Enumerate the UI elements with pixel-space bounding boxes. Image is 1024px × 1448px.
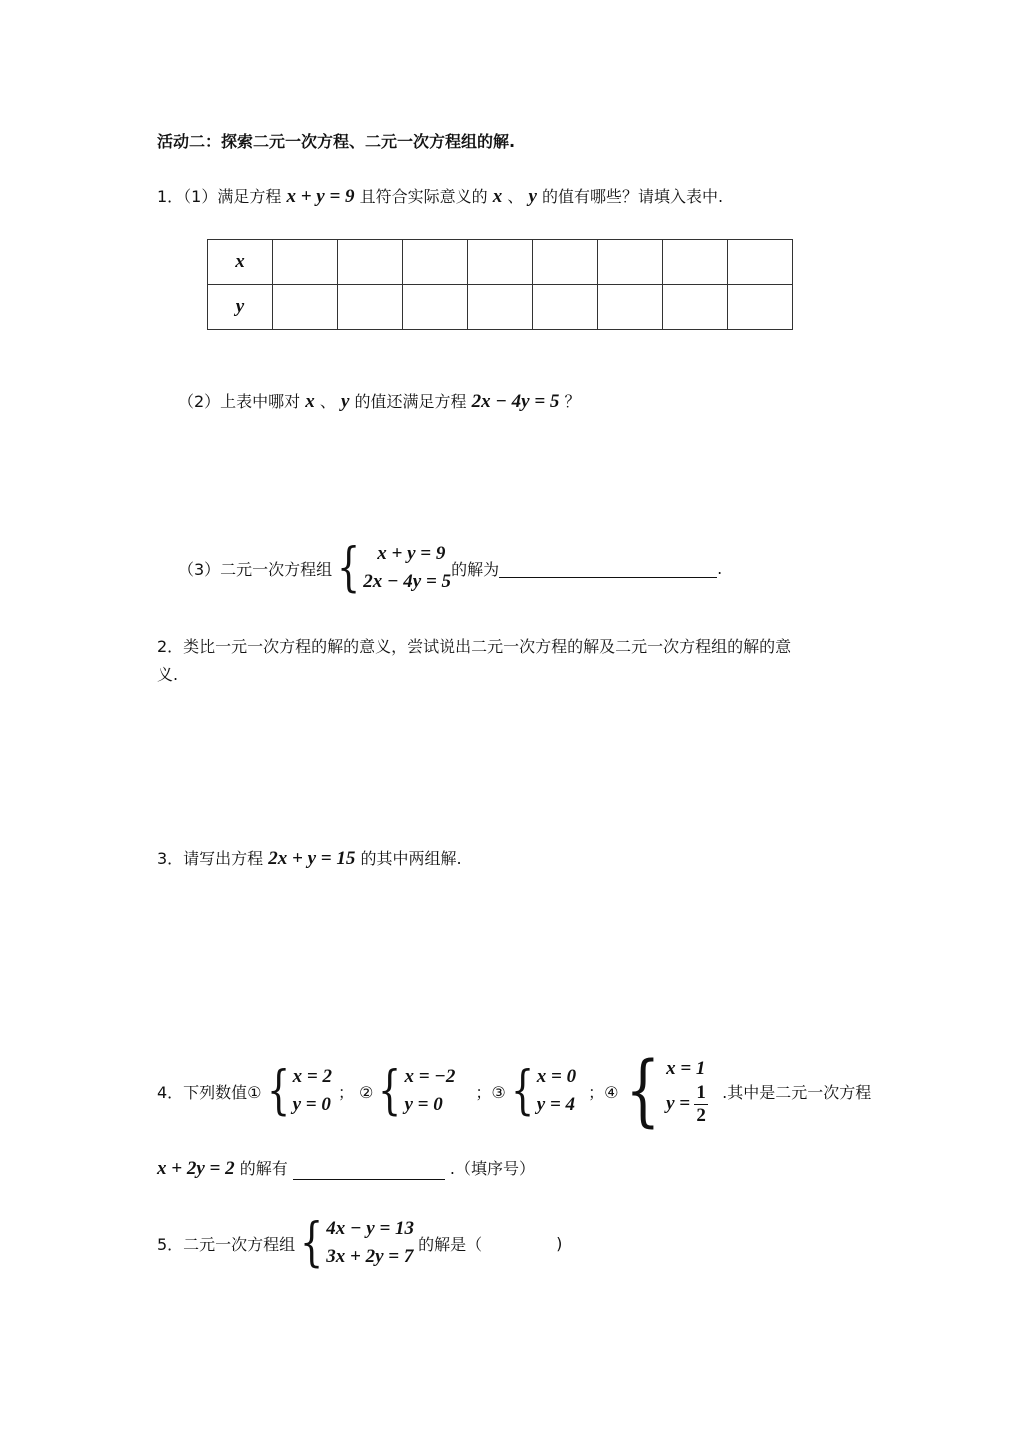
q4-sep-2: ；③ (475, 1082, 506, 1102)
left-brace: { (337, 538, 361, 598)
table-cell[interactable] (468, 240, 533, 285)
q4-equation: x + 2y = 2 (157, 1158, 235, 1179)
table-cell[interactable] (403, 240, 468, 285)
q4-line2 (157, 1156, 535, 1180)
q4-prefix: 4．下列数值① (157, 1082, 262, 1102)
q1-part3-mid: 的解为 (451, 559, 500, 579)
q1-part1-x: x (492, 186, 503, 207)
q5-prefix: 5．二元一次方程组 (157, 1234, 296, 1254)
table-cell[interactable] (403, 285, 468, 330)
q4-sep-3: ；④ (588, 1082, 619, 1102)
q3-prefix: 3．请写出方程 (157, 849, 264, 868)
q1-part2-x: x (305, 391, 315, 412)
left-brace: { (266, 1061, 290, 1121)
q1-part1-sep: 、 (507, 187, 524, 206)
q5 (157, 1215, 562, 1271)
equation-system (295, 1215, 414, 1271)
table-row-x (208, 240, 793, 285)
q1-part1-prefix: 1．（1）满足方程 (157, 187, 282, 206)
table-cell[interactable] (533, 285, 598, 330)
q4-line1 (157, 1048, 871, 1134)
q1-part1-mid: 且符合实际意义的 (359, 187, 488, 206)
q4-line2-end: .（填序号） (449, 1159, 535, 1178)
left-brace: { (300, 1213, 324, 1273)
option-4: { x = 1 y = $\frac{1}{2}$ (618, 1052, 708, 1130)
table-cell[interactable] (728, 285, 793, 330)
option-2: { x = −2 y = 0 (378, 1061, 456, 1121)
table-cell[interactable] (273, 240, 338, 285)
equation-system (332, 540, 451, 596)
answer-blank[interactable] (499, 559, 717, 578)
q1-part2-suffix: ？ (564, 392, 581, 411)
q1-part2-sep: 、 (319, 392, 336, 411)
table-cell[interactable] (533, 240, 598, 285)
q1-part1 (157, 184, 723, 208)
system-eq-1: x + y = 9 (377, 543, 446, 564)
q3-suffix: 的其中两组解. (360, 849, 462, 868)
q4-sep-1: ； ② (337, 1082, 374, 1102)
row-label-x: x (208, 240, 273, 285)
left-brace: { (510, 1061, 534, 1121)
table-cell[interactable] (598, 285, 663, 330)
q1-part2-prefix: （2）上表中哪对 (178, 392, 301, 411)
table-cell[interactable] (598, 240, 663, 285)
answer-blank[interactable] (293, 1161, 445, 1180)
left-brace: { (378, 1061, 402, 1121)
table-cell[interactable] (663, 285, 728, 330)
q5-suffix: 的解是（ (418, 1234, 483, 1254)
q4-tail: .其中是二元一次方程 (722, 1082, 872, 1102)
q1-part1-equation: x + y = 9 (286, 186, 355, 207)
q5-close: ) (556, 1233, 563, 1253)
table-cell[interactable] (273, 285, 338, 330)
q1-part3-end: . (717, 558, 723, 578)
q1-part3 (178, 540, 722, 596)
q3-equation: 2x + y = 15 (268, 848, 356, 869)
table-cell[interactable] (338, 285, 403, 330)
q1-part1-y: y (528, 186, 537, 207)
q2-line1: 2．类比一元一次方程的解的意义，尝试说出二元一次方程的解及二元一次方程组的解的意 (157, 637, 792, 656)
section-title: 活动二：探索二元一次方程、二元一次方程组的解. (157, 132, 516, 151)
q1-part2 (178, 389, 581, 413)
q1-part1-suffix: 的值有哪些？请填入表中. (542, 187, 724, 206)
system-eq-2: 3x + 2y = 7 (326, 1246, 414, 1267)
q2-line2: 义. (157, 665, 179, 684)
table-cell[interactable] (663, 240, 728, 285)
table-cell[interactable] (468, 285, 533, 330)
table-row-y (208, 285, 793, 330)
q1-part3-prefix: （3）二元一次方程组 (178, 559, 333, 579)
q1-part2-equation: 2x − 4y = 5 (471, 391, 560, 412)
q4-line2-mid: 的解有 (239, 1159, 288, 1178)
left-brace: { (625, 1046, 661, 1136)
option-3: { x = 0 y = 4 (510, 1061, 577, 1121)
q1-part2-mid: 的值还满足方程 (354, 392, 467, 411)
table-cell[interactable] (338, 240, 403, 285)
row-label-y: y (208, 285, 273, 330)
q3 (157, 846, 462, 870)
system-eq-1: 4x − y = 13 (326, 1218, 415, 1239)
q1-part2-y: y (340, 391, 350, 412)
xy-value-table (207, 239, 793, 330)
table-cell[interactable] (728, 240, 793, 285)
option-1: { x = 2 y = 0 (266, 1061, 332, 1121)
system-eq-2: 2x − 4y = 5 (363, 571, 452, 592)
